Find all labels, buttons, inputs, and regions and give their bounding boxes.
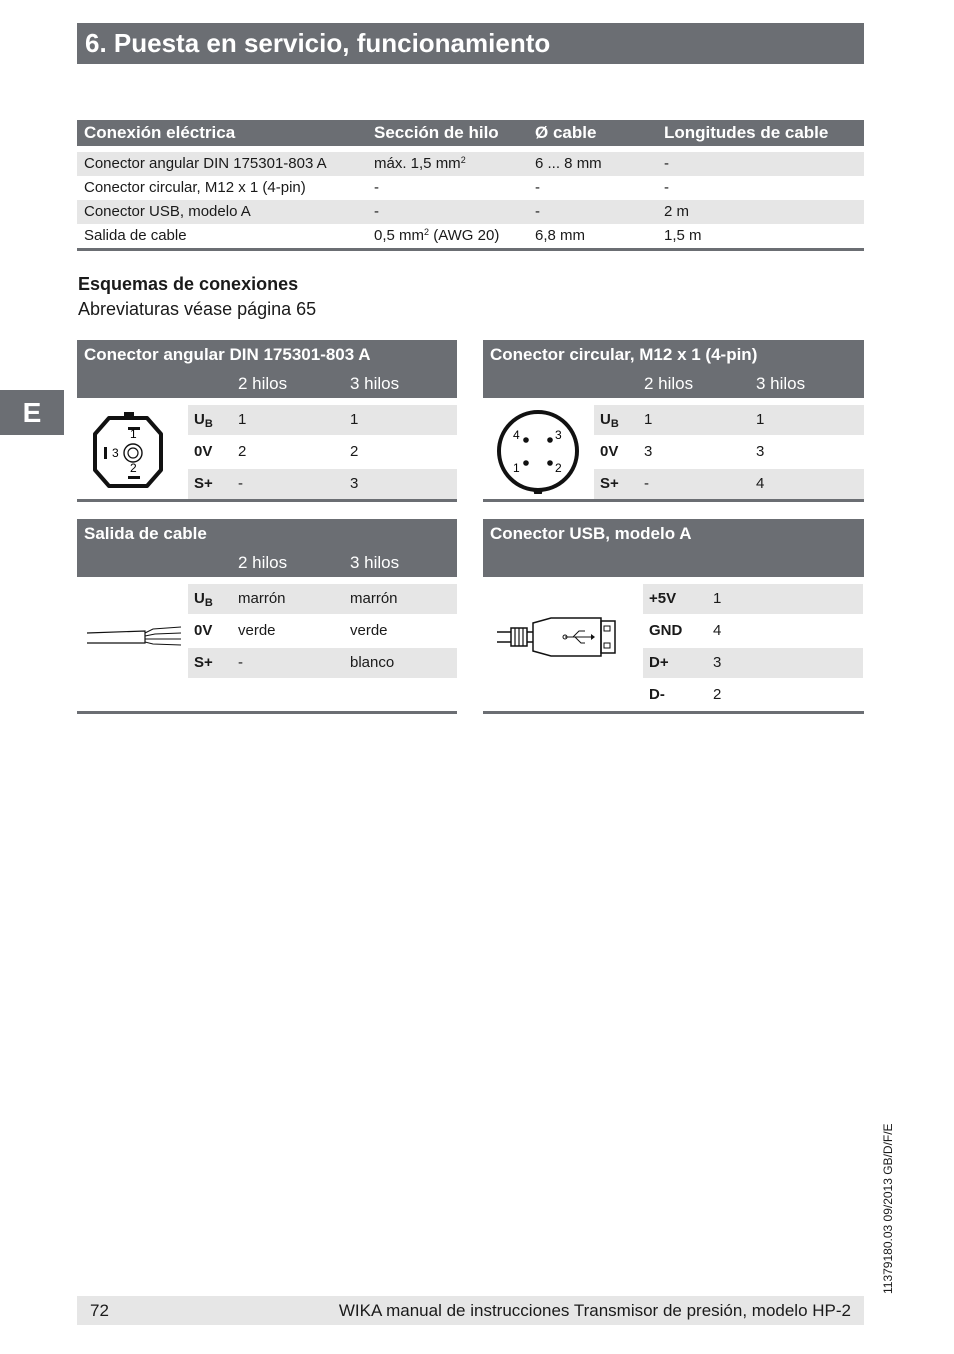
m12-pin-3: 3 <box>555 428 562 442</box>
col-2-wires: 2 hilos <box>238 374 288 393</box>
pin-row-splus: S+ - 3 <box>188 469 457 499</box>
footer-text: WIKA manual de instrucciones Transmisor de presión, modelo HP-2 <box>338 1301 851 1320</box>
pin-row-5v: +5V 1 <box>643 584 863 614</box>
din-pin-1: 1 <box>130 427 137 441</box>
m12-pin-2: 2 <box>555 461 562 475</box>
row-length: - <box>664 155 669 172</box>
footer <box>77 1296 864 1325</box>
table-row <box>77 200 864 224</box>
header-connection: Conexión eléctrica <box>84 123 236 142</box>
panel-m12-connector <box>483 340 864 505</box>
row-section: máx. 1,5 $mm^2$ <box>374 155 466 172</box>
document-code: 11379180.03 09/2013 GB/D/F/E <box>881 1123 895 1294</box>
panel-title: Conector USB, modelo A <box>490 524 692 543</box>
m12-connector-icon <box>495 408 581 494</box>
pin-row-splus: S+ - blanco <box>188 648 457 678</box>
col-3-wires: 3 hilos <box>350 374 400 393</box>
row-cable: 6 ... 8 mm <box>535 155 602 172</box>
row-name: Conector angular DIN 175301-803 A <box>84 155 327 172</box>
pin-row-dminus: D- 2 <box>649 686 722 703</box>
row-length: 1,5 m <box>664 227 702 244</box>
table-header <box>77 120 864 146</box>
panel-title: Salida de cable <box>84 524 207 543</box>
col-2-wires: 2 hilos <box>238 553 288 572</box>
row-cable: - <box>535 203 540 220</box>
row-section: - <box>374 203 379 220</box>
section-subtitle: Abreviaturas véase página 65 <box>78 299 317 319</box>
row-name: Salida de cable <box>84 227 187 244</box>
pin-row-0v: 0V verde verde <box>194 622 388 639</box>
col-3-wires: 3 hilos <box>756 374 806 393</box>
row-length: - <box>664 179 669 196</box>
din-pin-2: 2 <box>130 461 137 475</box>
panel-cable-outlet <box>77 519 457 716</box>
panel-din-connector <box>77 340 457 505</box>
m12-pin-1: 1 <box>513 461 520 475</box>
language-tab: E <box>0 390 64 435</box>
row-name: Conector USB, modelo A <box>84 203 251 220</box>
header-cable-diameter: Ø cable <box>535 123 597 142</box>
panel-title: Conector angular DIN 175301-803 A <box>84 345 371 364</box>
header-wire-section: Sección de hilo <box>374 123 499 142</box>
pin-row-0v: 0V 2 2 <box>194 443 359 460</box>
table-row <box>77 224 864 248</box>
header-cable-length: Longitudes de cable <box>664 123 829 142</box>
page-title: 6. Puesta en servicio, funcionamiento <box>77 23 864 64</box>
row-section: - <box>374 179 379 196</box>
pin-row-ub: $U_B$ marrón marrón <box>188 584 457 614</box>
row-cable: - <box>535 179 540 196</box>
pin-row-splus: S+ - 4 <box>594 469 864 499</box>
table-row <box>77 176 864 200</box>
pin-row-0v: 0V 3 3 <box>600 443 765 460</box>
table-row <box>77 152 864 176</box>
page-number: 72 <box>90 1301 109 1320</box>
pin-row-gnd: GND 4 <box>649 622 722 639</box>
pin-row-ub: $U_B$ 1 1 <box>594 405 864 435</box>
din-pin-3: 3 <box>112 446 119 460</box>
electrical-connection-table <box>77 120 864 251</box>
row-length: 2 m <box>664 203 690 220</box>
cable-outlet-icon <box>85 623 185 653</box>
pin-row-dplus: D+ 3 <box>643 648 863 678</box>
col-2-wires: 2 hilos <box>644 374 694 393</box>
panel-title: Conector circular, M12 x 1 (4-pin) <box>490 345 758 364</box>
row-cable: 6,8 mm <box>535 227 586 244</box>
panel-usb-connector <box>483 519 864 716</box>
pin-row-ub: $U_B$ 1 1 <box>188 405 457 435</box>
row-name: Conector circular, M12 x 1 (4-pin) <box>84 179 306 196</box>
usb-connector-icon <box>495 615 635 659</box>
din-connector-icon <box>91 412 167 492</box>
row-section: 0,5 $mm^2$ (AWG 20) <box>374 227 500 244</box>
m12-pin-4: 4 <box>513 428 520 442</box>
section-title: Esquemas de conexiones <box>78 274 299 294</box>
col-3-wires: 3 hilos <box>350 553 400 572</box>
